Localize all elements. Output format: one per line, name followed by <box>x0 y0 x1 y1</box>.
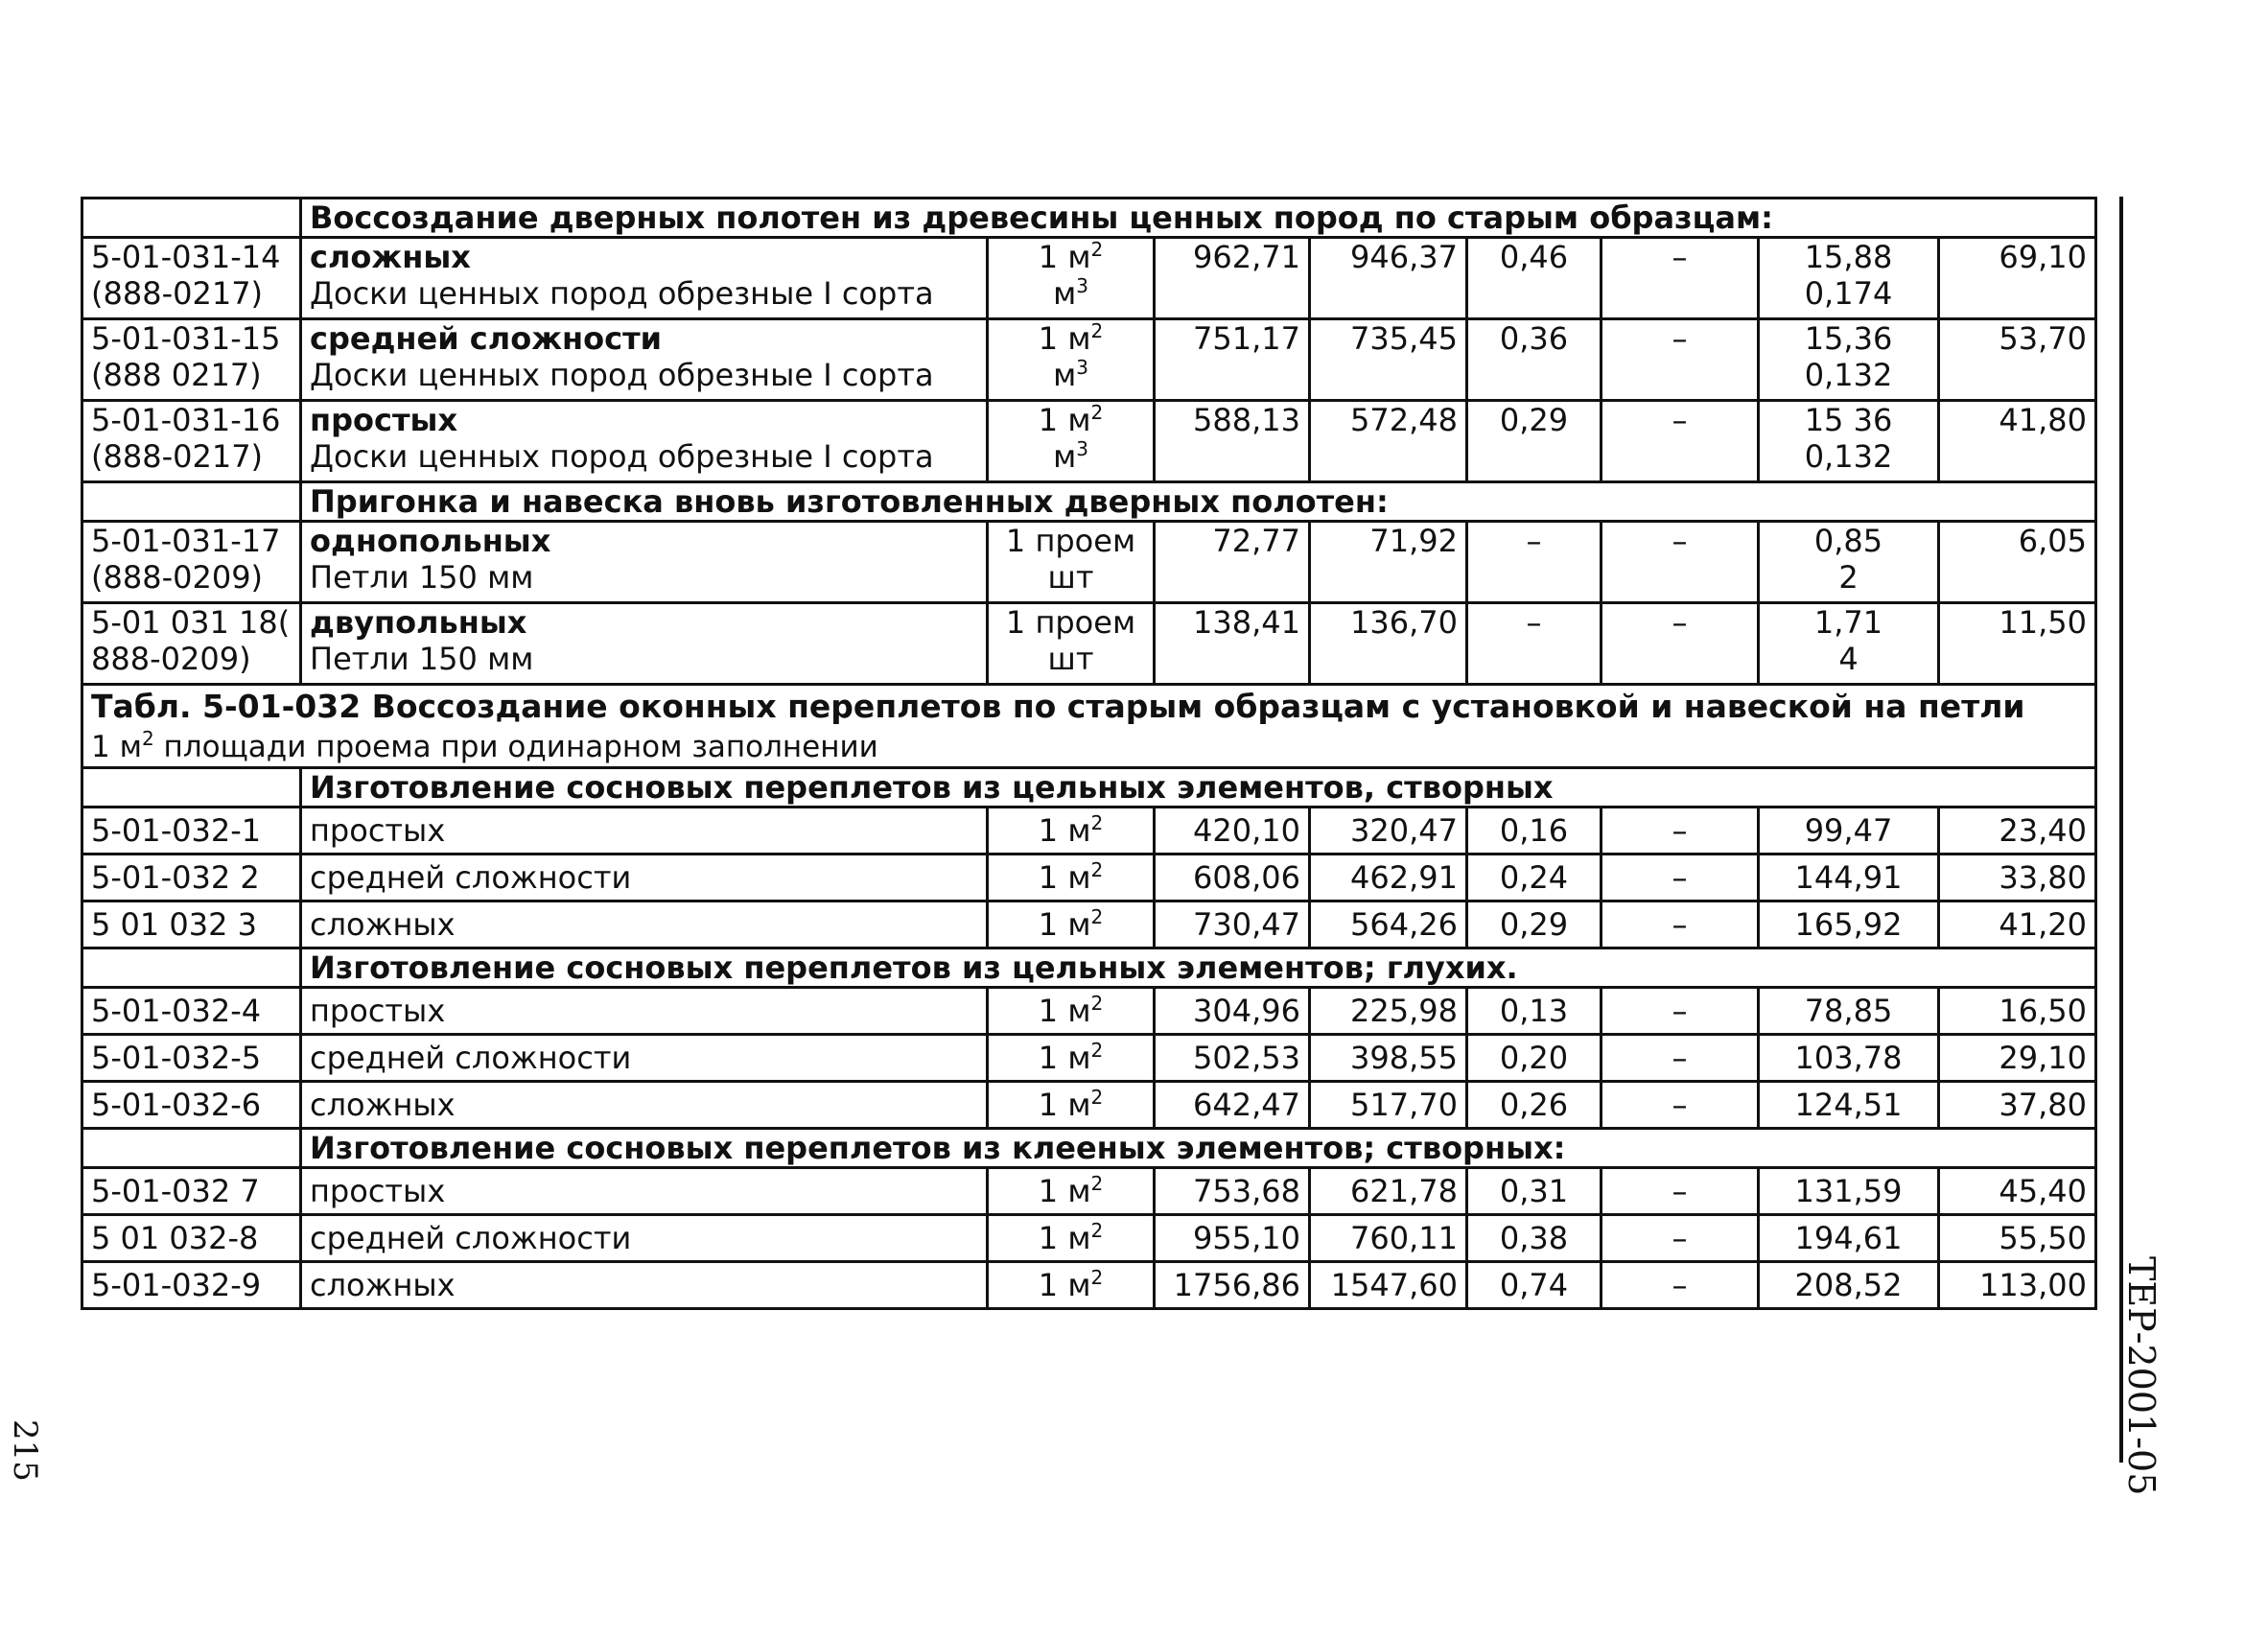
unit-exponent: 2 <box>1090 1219 1104 1242</box>
code-line: 5-01 031 18( <box>91 604 291 641</box>
total-cost: 962,71 <box>1155 238 1310 319</box>
material-quantity: 0,174 <box>1804 275 1893 312</box>
machine-cost: 0,29 <box>1467 401 1602 482</box>
rate-code: 5-01-032-6 <box>82 1082 301 1129</box>
total-cost: 642,47 <box>1155 1082 1310 1129</box>
unit-exponent: 2 <box>1090 992 1104 1015</box>
labor-cost: 946,37 <box>1310 238 1467 319</box>
price-table <box>81 197 2097 1310</box>
work-title: сложных <box>310 239 471 275</box>
labor-cost: 572,48 <box>1310 401 1467 482</box>
unit-cell <box>988 1262 1155 1309</box>
total-cost: 502,53 <box>1155 1035 1310 1082</box>
machine-labor-cost: – <box>1602 603 1759 685</box>
empty-cell <box>82 948 301 988</box>
table-title: Табл. 5-01-032 Воссоздание оконных переплетов по старым образцам с установкой и навеской на петли <box>91 688 2025 725</box>
unit-value: 1 м <box>1038 1220 1091 1256</box>
unit-exponent: 2 <box>1090 858 1104 881</box>
unit-value: м <box>1053 275 1077 312</box>
empty-cell <box>82 482 301 522</box>
work-name: сложных <box>301 1262 988 1309</box>
material-cost: 131,59 <box>1759 1168 1939 1215</box>
work-title: средней сложности <box>310 320 663 357</box>
labor-hours: 113,00 <box>1939 1262 2096 1309</box>
unit-cell <box>988 319 1155 401</box>
work-name <box>301 603 988 685</box>
rate-code: 5-01-032-9 <box>82 1262 301 1309</box>
labor-hours: 69,10 <box>1939 238 2096 319</box>
unit-value: 1 проем <box>1005 604 1136 641</box>
section-header-row <box>82 482 2096 522</box>
material-cost: 165,92 <box>1759 901 1939 948</box>
work-name: простых <box>301 808 988 855</box>
machine-labor-cost: – <box>1602 1035 1759 1082</box>
unit-cell <box>988 603 1155 685</box>
empty-cell <box>82 199 301 238</box>
unit-exponent: 2 <box>1090 1266 1104 1289</box>
code-line: (888 0217) <box>91 357 262 393</box>
table-row <box>82 1262 2096 1309</box>
labor-hours: 16,50 <box>1939 988 2096 1035</box>
unit-exponent: 3 <box>1076 437 1088 460</box>
labor-cost: 462,91 <box>1310 855 1467 901</box>
section-header-row <box>82 768 2096 808</box>
labor-cost: 225,98 <box>1310 988 1467 1035</box>
unit-cell <box>988 901 1155 948</box>
section-title: Пригонка и навеска вновь изготовленных дверных полотен: <box>301 482 2096 522</box>
table-row <box>82 401 2096 482</box>
machine-cost: 0,74 <box>1467 1262 1602 1309</box>
rate-code <box>82 401 301 482</box>
total-cost: 730,47 <box>1155 901 1310 948</box>
total-cost: 608,06 <box>1155 855 1310 901</box>
unit-value: 1 м <box>1038 320 1091 357</box>
unit-cell <box>988 808 1155 855</box>
unit-cell <box>988 1035 1155 1082</box>
unit-exponent: 2 <box>1090 1086 1104 1109</box>
labor-hours: 33,80 <box>1939 855 2096 901</box>
unit-exponent: 2 <box>1090 905 1104 928</box>
material-cost: 144,91 <box>1759 855 1939 901</box>
unit-exponent: 2 <box>1090 811 1104 834</box>
unit-value: 1 м <box>1038 1173 1091 1209</box>
table-row <box>82 1168 2096 1215</box>
total-cost: 304,96 <box>1155 988 1310 1035</box>
material-value: 15,36 <box>1804 320 1893 357</box>
work-title: простых <box>310 402 458 438</box>
labor-hours: 23,40 <box>1939 808 2096 855</box>
labor-cost: 564,26 <box>1310 901 1467 948</box>
table-row <box>82 988 2096 1035</box>
material-quantity: 0,132 <box>1804 438 1893 475</box>
machine-labor-cost: – <box>1602 238 1759 319</box>
material-name: Доски ценных пород обрезные I сорта <box>310 275 934 312</box>
total-cost: 588,13 <box>1155 401 1310 482</box>
material-cost <box>1759 603 1939 685</box>
machine-cost: 0,20 <box>1467 1035 1602 1082</box>
empty-cell <box>82 768 301 808</box>
work-name: сложных <box>301 1082 988 1129</box>
machine-cost: 0,26 <box>1467 1082 1602 1129</box>
total-cost: 955,10 <box>1155 1215 1310 1262</box>
labor-cost: 398,55 <box>1310 1035 1467 1082</box>
work-name <box>301 238 988 319</box>
material-name: Петли 150 мм <box>310 559 534 596</box>
labor-hours: 55,50 <box>1939 1215 2096 1262</box>
unit-cell <box>988 238 1155 319</box>
table-title-cell <box>82 685 2096 768</box>
material-cost <box>1759 238 1939 319</box>
labor-cost: 735,45 <box>1310 319 1467 401</box>
work-name <box>301 522 988 603</box>
machine-cost: 0,46 <box>1467 238 1602 319</box>
rate-code: 5-01-032-1 <box>82 808 301 855</box>
labor-cost: 760,11 <box>1310 1215 1467 1262</box>
material-value: 15 36 <box>1804 402 1893 438</box>
total-cost: 751,17 <box>1155 319 1310 401</box>
work-name: простых <box>301 988 988 1035</box>
table-row <box>82 1035 2096 1082</box>
total-cost: 753,68 <box>1155 1168 1310 1215</box>
machine-labor-cost: – <box>1602 1215 1759 1262</box>
machine-labor-cost: – <box>1602 319 1759 401</box>
section-header-row <box>82 1129 2096 1168</box>
labor-hours: 45,40 <box>1939 1168 2096 1215</box>
material-cost: 99,47 <box>1759 808 1939 855</box>
section-title: Изготовление сосновых переплетов из цельных элементов; глухих. <box>301 948 2096 988</box>
labor-cost: 621,78 <box>1310 1168 1467 1215</box>
rate-code: 5-01-032 7 <box>82 1168 301 1215</box>
page-number: 215 <box>6 1419 44 1482</box>
material-value: 15,88 <box>1804 239 1893 275</box>
rate-code: 5-01-032-4 <box>82 988 301 1035</box>
section-header-row <box>82 199 2096 238</box>
total-cost: 72,77 <box>1155 522 1310 603</box>
labor-hours: 41,80 <box>1939 401 2096 482</box>
section-title: Изготовление сосновых переплетов из цельных элементов, створных <box>301 768 2096 808</box>
unit-exponent: 3 <box>1076 356 1088 379</box>
machine-labor-cost: – <box>1602 522 1759 603</box>
rate-code: 5 01 032-8 <box>82 1215 301 1262</box>
code-line: 888-0209) <box>91 641 251 677</box>
work-name: сложных <box>301 901 988 948</box>
labor-hours: 29,10 <box>1939 1035 2096 1082</box>
unit-value: шт <box>1047 559 1094 596</box>
labor-hours: 53,70 <box>1939 319 2096 401</box>
unit-cell <box>988 855 1155 901</box>
unit-value: шт <box>1047 641 1094 677</box>
material-quantity: 0,132 <box>1804 357 1893 393</box>
material-name: Петли 150 мм <box>310 641 534 677</box>
table-row <box>82 855 2096 901</box>
work-name: простых <box>301 1168 988 1215</box>
table-row <box>82 808 2096 855</box>
material-value: 1,71 <box>1813 604 1883 641</box>
code-line: 5-01-031-14 <box>91 239 281 275</box>
unit-value: м <box>1053 438 1077 475</box>
work-name: средней сложности <box>301 1215 988 1262</box>
material-cost: 194,61 <box>1759 1215 1939 1262</box>
table-subtitle <box>91 728 2087 766</box>
price-table-document <box>81 197 2094 1310</box>
material-name: Доски ценных пород обрезные I сорта <box>310 438 934 475</box>
unit-value: 1 м <box>1038 812 1091 849</box>
material-value: 0,85 <box>1813 523 1883 559</box>
unit-value: 1 м <box>1038 993 1091 1029</box>
material-cost <box>1759 401 1939 482</box>
machine-cost: 0,31 <box>1467 1168 1602 1215</box>
rate-code: 5 01 032 3 <box>82 901 301 948</box>
machine-cost: 0,24 <box>1467 855 1602 901</box>
rate-code <box>82 522 301 603</box>
section-title: Изготовление сосновых переплетов из клееных элементов; створных: <box>301 1129 2096 1168</box>
unit-cell <box>988 1082 1155 1129</box>
unit-value: 1 м <box>1038 239 1091 275</box>
table-row <box>82 1215 2096 1262</box>
material-quantity: 4 <box>1838 641 1859 677</box>
table-title-row <box>82 685 2096 768</box>
machine-cost: 0,36 <box>1467 319 1602 401</box>
unit-value: 1 м <box>1038 1267 1091 1303</box>
labor-cost: 1547,60 <box>1310 1262 1467 1309</box>
rate-code <box>82 603 301 685</box>
work-title: однопольных <box>310 523 551 559</box>
unit-value: 1 м <box>1038 906 1091 943</box>
machine-cost: 0,38 <box>1467 1215 1602 1262</box>
subtitle-text: площади проема при одинарном заполнении <box>153 730 878 764</box>
subtitle-unit: 1 м <box>91 730 142 764</box>
work-title: двупольных <box>310 604 527 641</box>
material-cost <box>1759 319 1939 401</box>
total-cost: 138,41 <box>1155 603 1310 685</box>
unit-value: 1 м <box>1038 402 1091 438</box>
machine-labor-cost: – <box>1602 401 1759 482</box>
machine-labor-cost: – <box>1602 988 1759 1035</box>
labor-cost: 320,47 <box>1310 808 1467 855</box>
unit-exponent: 2 <box>141 727 154 750</box>
work-name: средней сложности <box>301 1035 988 1082</box>
table-row <box>82 319 2096 401</box>
table-row <box>82 603 2096 685</box>
unit-value: 1 м <box>1038 859 1091 896</box>
material-cost: 208,52 <box>1759 1262 1939 1309</box>
unit-exponent: 2 <box>1090 319 1104 342</box>
labor-cost: 71,92 <box>1310 522 1467 603</box>
empty-cell <box>82 1129 301 1168</box>
document-code: ТЕР-2001-05 <box>2120 1256 2163 1496</box>
machine-cost: 0,16 <box>1467 808 1602 855</box>
unit-cell <box>988 1168 1155 1215</box>
code-line: 5-01-031-16 <box>91 402 281 438</box>
machine-labor-cost: – <box>1602 1168 1759 1215</box>
unit-value: 1 м <box>1038 1040 1091 1076</box>
total-cost: 1756,86 <box>1155 1262 1310 1309</box>
machine-cost: – <box>1467 603 1602 685</box>
code-line: (888-0217) <box>91 275 264 312</box>
unit-cell <box>988 1215 1155 1262</box>
table-row <box>82 522 2096 603</box>
machine-labor-cost: – <box>1602 901 1759 948</box>
code-line: 5-01-031-17 <box>91 523 281 559</box>
work-name: средней сложности <box>301 855 988 901</box>
rate-code <box>82 319 301 401</box>
unit-cell <box>988 988 1155 1035</box>
labor-hours: 6,05 <box>1939 522 2096 603</box>
unit-value: 1 м <box>1038 1087 1091 1123</box>
machine-labor-cost: – <box>1602 808 1759 855</box>
unit-exponent: 2 <box>1090 401 1104 424</box>
section-header-row <box>82 948 2096 988</box>
section-title: Воссоздание дверных полотен из древесины ценных пород по старым образцам: <box>301 199 2096 238</box>
unit-cell <box>988 401 1155 482</box>
labor-cost: 517,70 <box>1310 1082 1467 1129</box>
material-name: Доски ценных пород обрезные I сорта <box>310 357 934 393</box>
machine-cost: – <box>1467 522 1602 603</box>
material-cost: 124,51 <box>1759 1082 1939 1129</box>
unit-value: 1 проем <box>1005 523 1136 559</box>
code-line: (888-0209) <box>91 559 264 596</box>
unit-exponent: 2 <box>1090 1039 1104 1062</box>
work-name <box>301 401 988 482</box>
work-name <box>301 319 988 401</box>
machine-labor-cost: – <box>1602 1082 1759 1129</box>
table-row <box>82 901 2096 948</box>
material-cost: 78,85 <box>1759 988 1939 1035</box>
machine-labor-cost: – <box>1602 1262 1759 1309</box>
unit-exponent: 3 <box>1076 274 1088 297</box>
material-cost <box>1759 522 1939 603</box>
code-line: 5-01-031-15 <box>91 320 281 357</box>
machine-cost: 0,13 <box>1467 988 1602 1035</box>
rate-code <box>82 238 301 319</box>
unit-cell <box>988 522 1155 603</box>
material-cost: 103,78 <box>1759 1035 1939 1082</box>
machine-cost: 0,29 <box>1467 901 1602 948</box>
total-cost: 420,10 <box>1155 808 1310 855</box>
unit-exponent: 2 <box>1090 1172 1104 1195</box>
labor-hours: 41,20 <box>1939 901 2096 948</box>
unit-value: м <box>1053 357 1077 393</box>
labor-hours: 37,80 <box>1939 1082 2096 1129</box>
labor-cost: 136,70 <box>1310 603 1467 685</box>
rate-code: 5-01-032-5 <box>82 1035 301 1082</box>
material-quantity: 2 <box>1838 559 1859 596</box>
table-row <box>82 1082 2096 1129</box>
labor-hours: 11,50 <box>1939 603 2096 685</box>
unit-exponent: 2 <box>1090 238 1104 261</box>
rate-code: 5-01-032 2 <box>82 855 301 901</box>
table-row <box>82 238 2096 319</box>
code-line: (888-0217) <box>91 438 264 475</box>
machine-labor-cost: – <box>1602 855 1759 901</box>
